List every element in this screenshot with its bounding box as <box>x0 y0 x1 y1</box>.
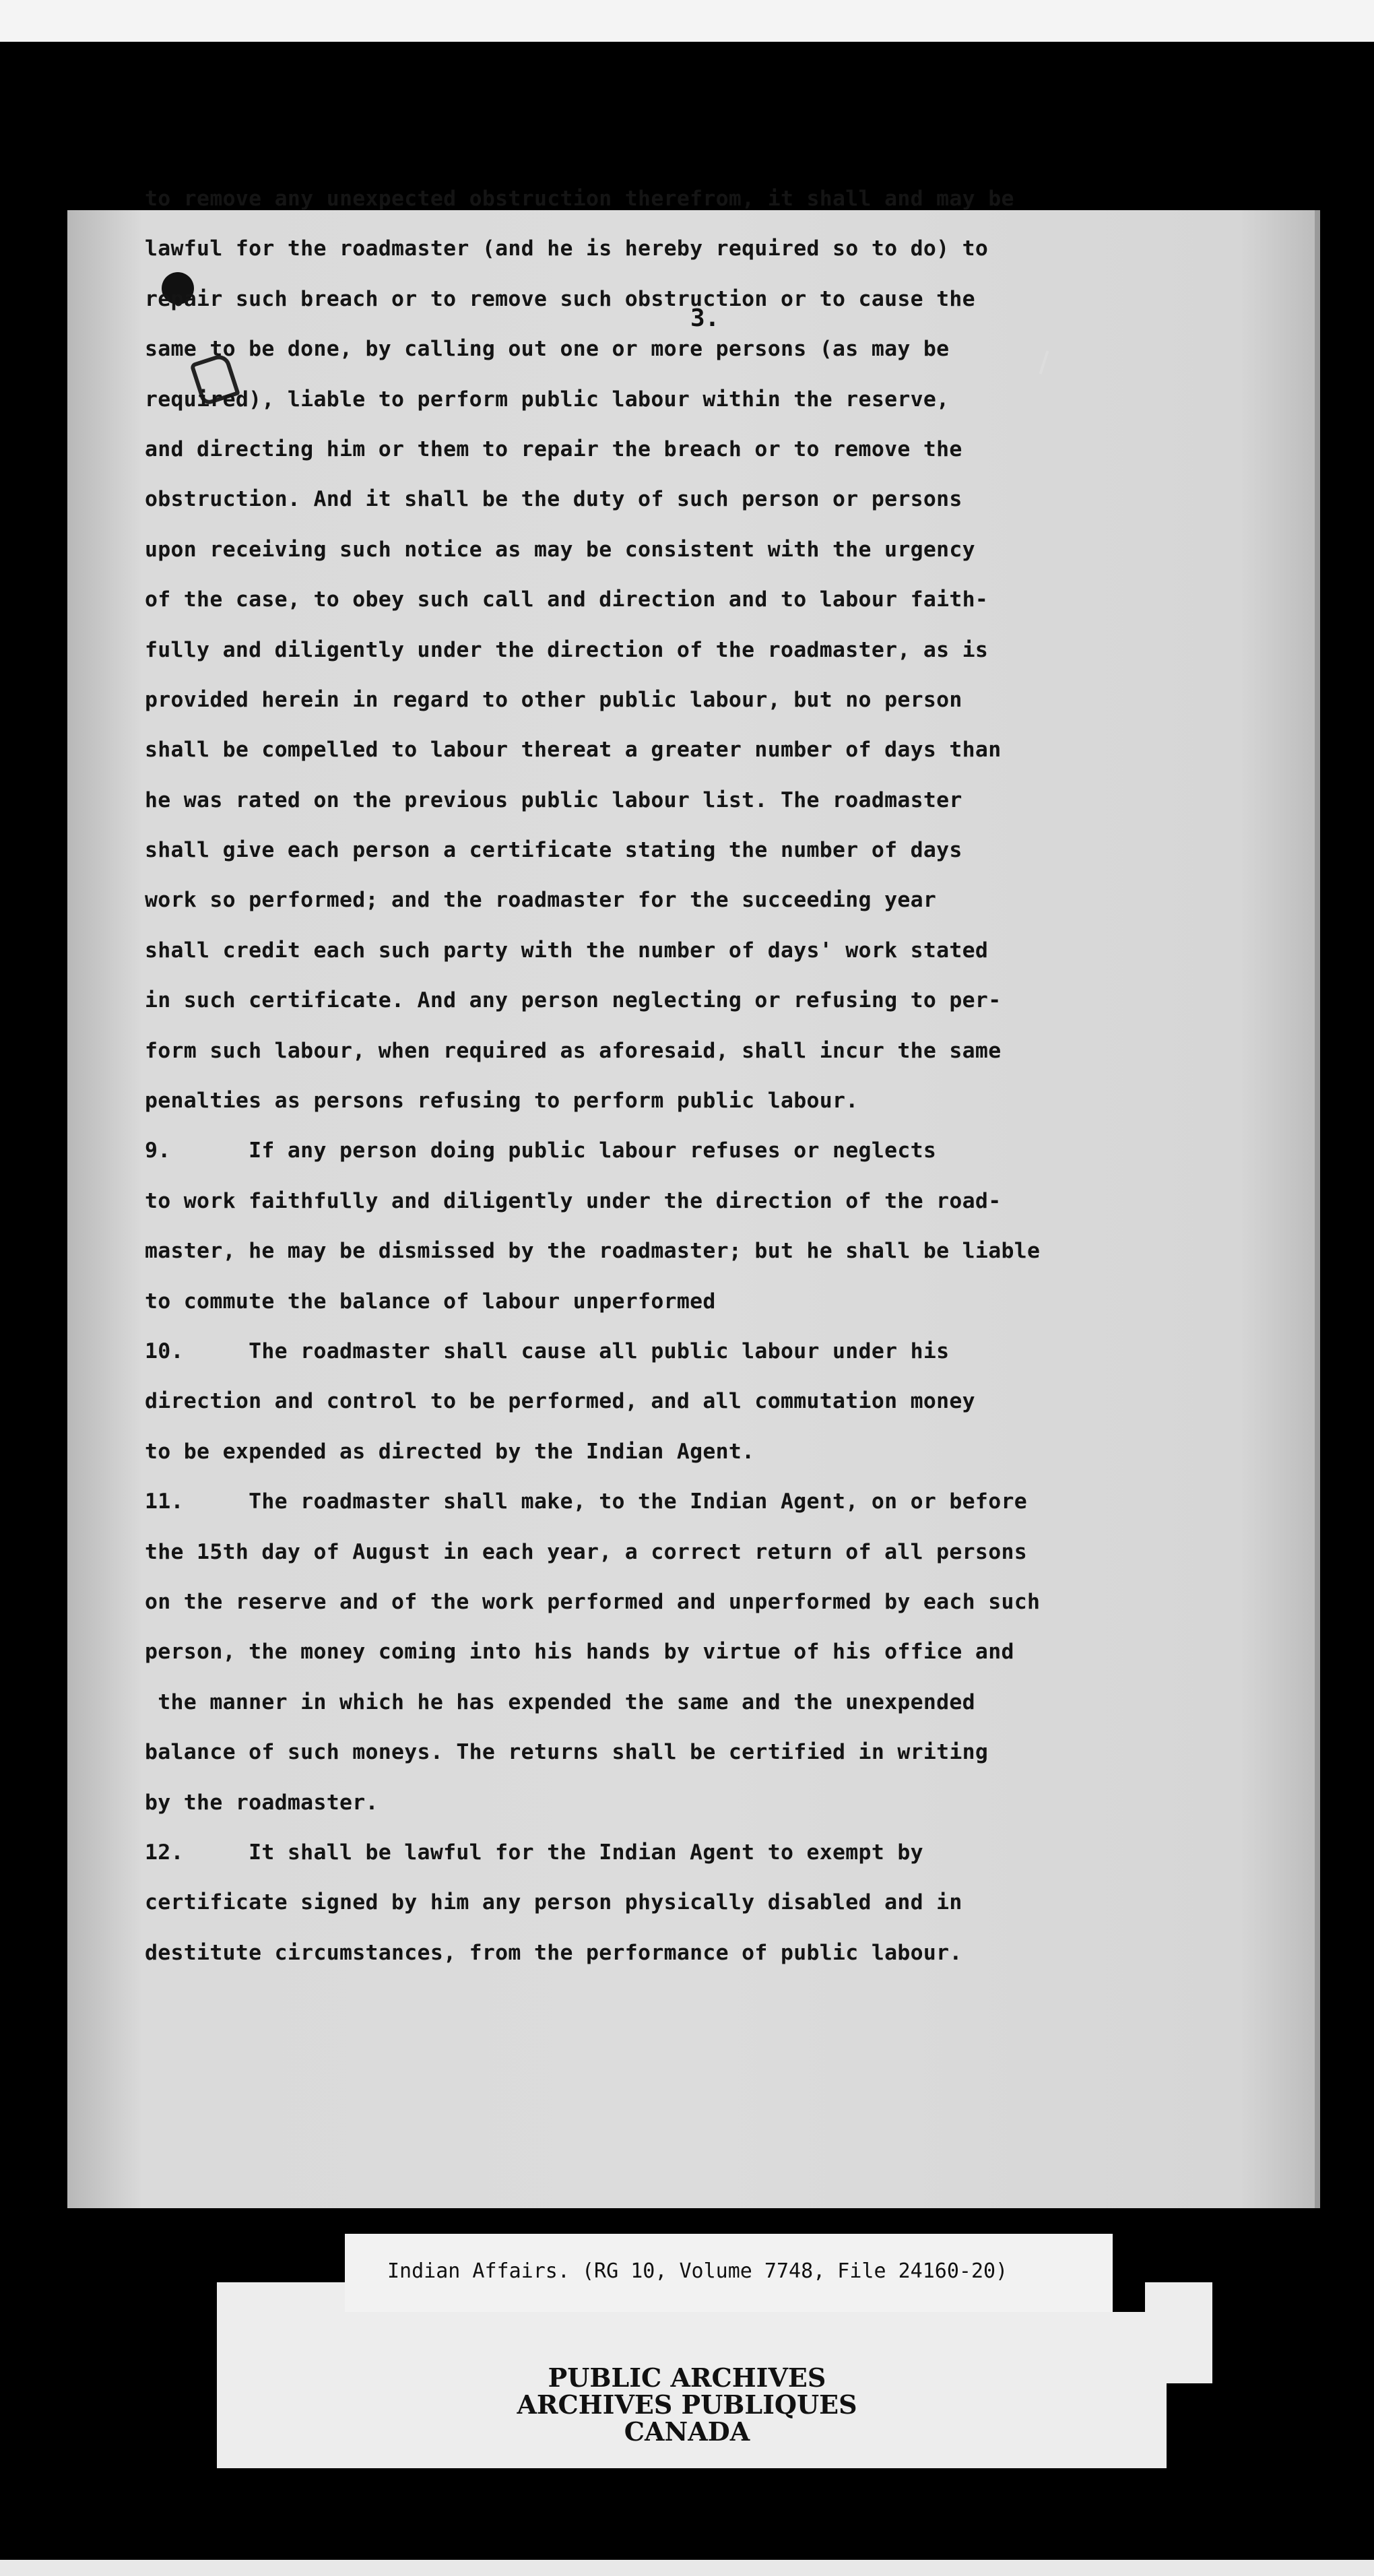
document-body <box>145 174 1222 1978</box>
text-line: certificate signed by him any person physically disabled and in <box>145 1890 962 1915</box>
text-line: he was rated on the previous public labour list. The roadmaster <box>145 787 962 812</box>
text-line: required), liable to perform public labour within the reserve, <box>145 387 950 412</box>
text-line: penalties as persons refusing to perform public labour. <box>145 1089 859 1114</box>
text-line: person, the money coming into his hands by virtue of his office and <box>145 1640 1014 1665</box>
text-line: repair such breach or to remove such obstruction or to cause the <box>145 286 975 311</box>
text-line: obstruction. And it shall be the duty of such person or persons <box>145 487 962 512</box>
text-line: on the reserve and of the work performed and unperformed by each such <box>145 1589 1041 1614</box>
text-line: the 15th day of August in each year, a correct return of all persons <box>145 1539 1027 1564</box>
text-line: form such labour, when required as aforesaid, shall incur the same <box>145 1038 1002 1063</box>
text-line: of the case, to obey such call and direction and to labour faith- <box>145 587 989 612</box>
text-line: 9. If any person doing public labour refuses or neglects <box>145 1138 937 1163</box>
archive-name-en: PUBLIC ARCHIVES <box>548 2362 826 2393</box>
text-line: shall give each person a certificate stating the number of days <box>145 838 962 863</box>
text-line: 10. The roadmaster shall cause all public labour under his <box>145 1339 950 1363</box>
text-line: balance of such moneys. The returns shall be certified in writing <box>145 1740 989 1765</box>
text-line: in such certificate. And any person neglecting or refusing to per- <box>145 988 1002 1013</box>
text-line: the manner in which he has expended the same and the unexpended <box>145 1689 975 1714</box>
archive-reference: Indian Affairs. (RG 10, Volume 7748, File 24160-20) <box>387 2259 1008 2283</box>
text-line: upon receiving such notice as may be consistent with the urgency <box>145 537 975 562</box>
text-line: lawful for the roadmaster (and he is hereby required so to do) to <box>145 236 989 261</box>
text-line: shall credit each such party with the number of days' work stated <box>145 938 989 963</box>
text-line: by the roadmaster. <box>145 1790 379 1815</box>
text-line: work so performed; and the roadmaster for the succeeding year <box>145 888 937 913</box>
text-line: destitute circumstances, from the performance of public labour. <box>145 1940 962 1965</box>
text-line: 11. The roadmaster shall make, to the Indian Agent, on or before <box>145 1489 1027 1514</box>
archive-country: CANADA <box>624 2416 750 2447</box>
text-line: fully and diligently under the direction of the roadmaster, as is <box>145 637 989 662</box>
text-line: to remove any unexpected obstruction therefrom, it shall and may be <box>145 187 1014 211</box>
text-line: to be expended as directed by the Indian Agent. <box>145 1439 755 1464</box>
text-line: same to be done, by calling out one or more persons (as may be <box>145 337 950 362</box>
archive-name-fr: ARCHIVES PUBLIQUES <box>517 2389 857 2420</box>
text-line: shall be compelled to labour thereat a greater number of days than <box>145 738 1002 763</box>
page-number: 3. <box>690 304 720 332</box>
text-line: to commute the balance of labour unperformed <box>145 1289 716 1314</box>
text-line: to work faithfully and diligently under the direction of the road- <box>145 1188 1002 1213</box>
text-line: 12. It shall be lawful for the Indian Agent to exempt by <box>145 1840 923 1865</box>
text-line: master, he may be dismissed by the roadmaster; but he shall be liable <box>145 1239 1041 1264</box>
text-line: and directing him or them to repair the breach or to remove the <box>145 437 962 461</box>
scan-bottom-border <box>0 2560 1374 2576</box>
text-line: provided herein in regard to other public labour, but no person <box>145 687 962 712</box>
text-line: direction and control to be performed, and all commutation money <box>145 1389 975 1414</box>
scan-top-border <box>0 0 1374 42</box>
